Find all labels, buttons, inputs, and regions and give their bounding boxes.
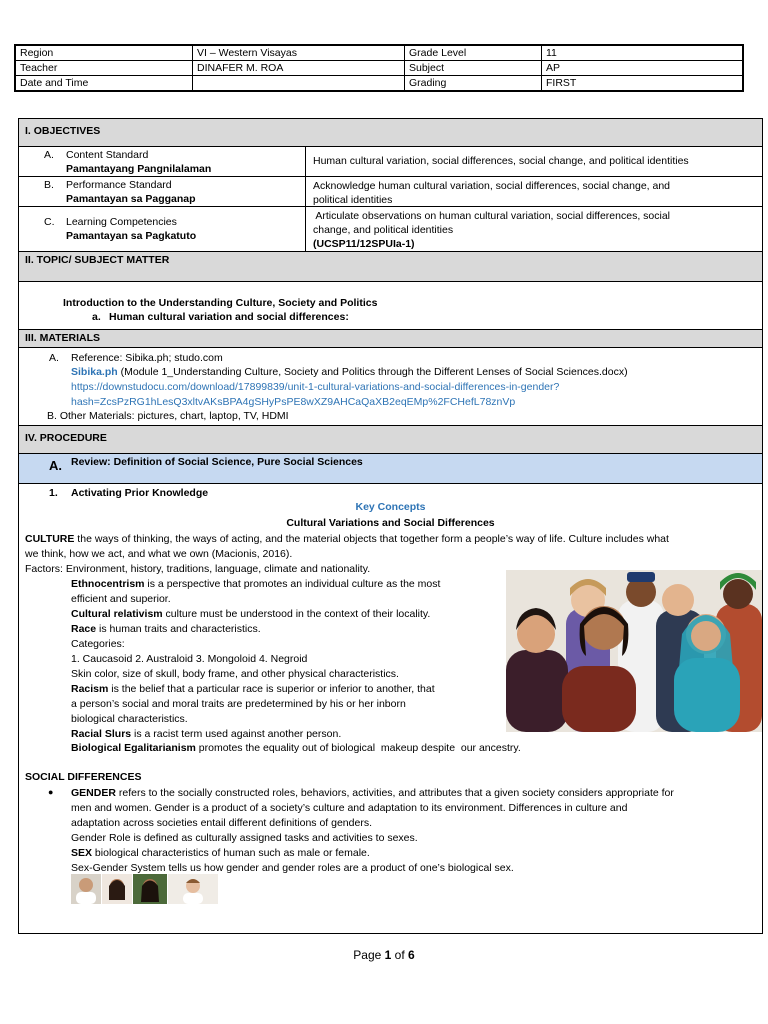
sex-term: SEX [71,847,93,859]
topic-sub-letter: a. [92,311,101,323]
subject-label: Subject [405,61,542,76]
people-illustration [506,570,762,732]
racism-line-3: biological characteristics. [71,713,188,725]
other-materials: B. Other Materials: pictures, chart, laptop, TV, HDMI [47,410,289,422]
performance-standard-text-2: political identities [313,194,393,206]
performance-standard-label: Performance Standard [66,179,172,191]
objective-c-letter: C. [44,216,55,228]
studocu-url-line-2[interactable]: hash=ZcsPzRG1hLesQ3xltvAKsBPA4gSHyPsPE8wXZ9AHCaQaXB2eqEMp%2FCHefL78znVp [71,396,516,408]
learning-competencies-code: (UCSP11/12SPUIa-1) [313,238,415,250]
learning-competencies-sub: Pamantayan sa Pagkatuto [66,230,197,242]
content-standard-label: Content Standard [66,149,149,161]
performance-standard-sub: Pamantayan sa Pagganap [66,193,196,205]
objective-learning-competencies [19,207,762,252]
social-differences-heading: SOCIAL DIFFERENCES [25,771,142,783]
racism-line-1: Racism is the belief that a particular race is superior or inferior to another, that [71,683,435,695]
categories-label: Categories: [71,638,125,650]
review-letter: A. [49,458,62,473]
header-row-teacher [15,61,743,76]
teacher-value: DINAFER M. ROA [193,61,405,76]
reference-letter: A. [49,352,59,364]
learning-competencies-text-2: change, and political identities [313,224,454,236]
gender-line-3: adaptation across societies entail different definitions of genders. [71,817,372,829]
studocu-url-line-1[interactable]: https://downstudocu.com/download/17899839/unit-1-cultural-variations-and-social-differences-in-gender? [71,381,560,393]
objective-a-letter: A. [44,149,54,161]
date-time-label: Date and Time [15,76,193,92]
racism-term: Racism [71,683,109,695]
culture-definition-line-2: we think, how we act, and what we own (Macionis, 2016). [25,548,293,560]
procedure-header [19,426,762,454]
cultural-relativism: Cultural relativism culture must be understood in the context of their locality. [71,608,431,620]
grading-label: Grading [405,76,542,92]
performance-standard-text-1: Acknowledge human cultural variation, social differences, social change, and [313,180,671,192]
step-number: 1. [49,487,58,499]
teacher-label: Teacher [15,61,193,76]
racism-line-2: a person’s social and moral traits are predetermined by his or her inborn [71,698,406,710]
topic-main: Introduction to the Understanding Culture, Society and Politics [63,297,378,309]
lesson-plan-frame [18,118,763,934]
sex-definition: SEX biological characteristics of human such as male or female. [71,847,370,859]
header-info-table [14,44,744,92]
thumbnail-strip [71,874,218,904]
total-pages: 6 [408,948,415,962]
sex-gender-system: Sex-Gender System tells us how gender and gender roles are a product of one’s biological sex. [71,862,514,874]
ethnocentrism-term: Ethnocentrism [71,578,145,590]
sibika-link[interactable]: Sibika.ph [71,366,118,378]
gender-thumbnails [71,874,218,904]
learning-competencies-label: Learning Competencies [66,216,177,228]
gender-line-1: GENDER refers to the socially constructed roles, behaviors, activities, and attributes that a given society considers appropriate for [71,787,674,799]
gender-term: GENDER [71,787,116,799]
biological-egalitarianism-term: Biological Egalitarianism [71,742,196,754]
racial-slurs: Racial Slurs is a racist term used against another person. [71,728,342,740]
region-value: VI – Western Visayas [193,45,405,61]
date-time-value [193,76,405,92]
race-categories: 1. Caucasoid 2. Australoid 3. Mongoloid 4. Negroid [71,653,308,665]
gender-role: Gender Role is defined as culturally assigned tasks and activities to sexes. [71,832,418,844]
topic-sub: Human cultural variation and social differences: [109,311,349,323]
ethnocentrism-line-2: efficient and superior. [71,593,171,605]
ethnocentrism-line-1: Ethnocentrism is a perspective that promotes an individual culture as the most [71,578,441,590]
header-row-date [15,76,743,92]
objectives-header [19,119,762,147]
grading-value: FIRST [542,76,744,92]
key-concepts-heading: Key Concepts [355,501,426,513]
cultural-variations-heading: Cultural Variations and Social Differences [286,517,495,529]
race-physical-traits: Skin color, size of skull, body frame, and other physical characteristics. [71,668,399,680]
objective-performance-standard [19,177,762,207]
race-definition: Race is human traits and characteristics. [71,623,261,635]
biological-egalitarianism: Biological Egalitarianism promotes the equality out of biological makeup despite our ancestry. [71,742,521,754]
content-standard-sub: Pamantayang Pangnilalaman [66,163,212,175]
topic-content [19,282,762,330]
materials-header [19,330,762,348]
topic-header [19,252,762,282]
objective-b-letter: B. [44,179,54,191]
procedure-title: IV. PROCEDURE [25,432,107,444]
cultural-relativism-term: Cultural relativism [71,608,163,620]
topic-title: II. TOPIC/ SUBJECT MATTER [25,254,170,266]
learning-competencies-text-1: Articulate observations on human cultural variation, social differences, social [313,210,670,222]
grade-level-value: 11 [542,45,744,61]
header-row-region [15,45,743,61]
culture-term: CULTURE [25,533,75,545]
reference-text: Reference: Sibika.ph; studo.com [71,352,223,364]
culture-definition-line-1: CULTURE the ways of thinking, the ways of acting, and the material objects that together form a people’s way of life. Culture includes what [25,533,669,545]
content-standard-text: Human cultural variation, social differences, social change, and political identities [313,155,689,167]
grade-level-label: Grade Level [405,45,542,61]
reference-module: (Module 1_Understanding Culture, Society and Politics through the Different Lenses of Social Sciences.docx) [117,366,628,378]
review-text: Review: Definition of Social Science, Pure Social Sciences [71,456,363,468]
race-term: Race [71,623,97,635]
materials-title: III. MATERIALS [25,332,101,344]
gender-bullet: ● [48,787,54,797]
step-title: Activating Prior Knowledge [71,487,209,499]
region-label: Region [15,45,193,61]
review-row [19,454,762,484]
materials-content [19,348,762,426]
objectives-title: I. OBJECTIVES [25,125,101,137]
current-page: 1 [384,948,392,962]
page-footer: Page 1 of 6 [353,948,415,962]
subject-value: AP [542,61,744,76]
objective-content-standard [19,147,762,177]
gender-line-2: men and women. Gender is a product of a society’s culture and adaptation to its environment. Differences in culture and [71,802,628,814]
diverse-people-photo [506,570,762,732]
culture-factors: Factors: Environment, history, traditions, language, climate and nationality. [25,563,371,575]
racial-slurs-term: Racial Slurs [71,728,132,740]
